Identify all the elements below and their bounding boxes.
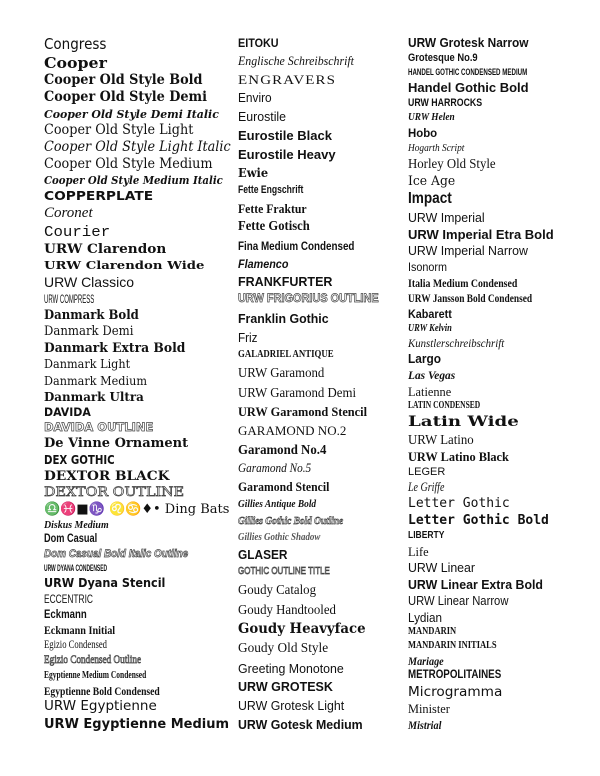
font-sample [238,294,408,306]
font-name-label: LEGER [408,465,446,478]
font-sample [238,533,408,544]
font-name-label: Las Vegas [408,368,456,383]
font-sample [44,404,234,419]
font-sample [44,670,234,681]
font-list-column-1 [44,37,234,731]
font-name-label: Fette Gotisch [238,219,310,235]
font-sample [44,640,234,652]
font-name-label: Latin Wide [408,414,519,431]
font-name-label: COPPERPLATE [44,187,154,203]
font-name-label: GARAMOND NO.2 [238,422,347,438]
font-name-label: Greeting Monotone [238,660,344,676]
font-sample [238,202,408,215]
font-name-label: Garamond No.5 [238,460,312,475]
font-name-label: URW Classico [44,274,134,291]
font-name-label: DEX GOTHIC [44,452,115,467]
font-sample [408,211,588,224]
font-name-label: Coronet [44,205,93,222]
font-sample [238,258,408,270]
font-sample [44,437,234,450]
font-sample [238,331,408,344]
font-sample [238,276,408,289]
font-sample [408,244,588,257]
font-sample [44,225,234,240]
font-sample [44,138,234,155]
font-name-label: DEXTOR OUTLINE [44,485,185,501]
font-sample [238,148,408,161]
font-sample [408,353,588,366]
font-name-label: URW Latino Black [408,448,509,464]
font-name-label: Eurostile Heavy [238,147,336,163]
font-name-label: Gillies Gothic Bold Outline [238,514,344,527]
font-name-label: Eurostile [238,109,287,125]
font-sample [238,424,408,437]
font-sample [408,261,588,273]
font-name-label: Letter Gothic [408,496,510,512]
font-name-label: Danmark Demi [44,324,134,340]
font-sample [238,462,408,475]
font-sample [238,92,408,105]
font-sample [408,450,588,463]
font-name-label: LIBERTY [408,529,445,541]
font-name-label: Garamond No.4 [238,441,327,457]
font-name-label: HANDEL GOTHIC CONDENSED MEDIUM [408,66,528,78]
font-name-label: URW Dyana Stencil [44,574,166,590]
font-sample [238,185,408,196]
font-name-label: Grotesque No.9 [408,52,478,65]
font-name-label: Egyptienne Medium Condensed [44,669,147,682]
font-sample [238,240,408,252]
font-name-label: DEXTOR BLACK [44,468,170,484]
font-sample [408,670,588,682]
font-name-label: Gillies Antique Bold [238,498,317,511]
font-name-label: Goudy Handtooled [238,601,336,617]
font-name-label: URW Grotesk Narrow [408,36,529,50]
font-name-label: Le Griffe [408,480,445,495]
font-name-label: URW Linear Extra Bold [408,576,543,592]
font-name-label: ECCENTRIC [44,591,94,606]
font-sample [238,549,408,562]
font-name-label: Goudy Catalog [238,582,317,598]
font-sample [44,158,234,172]
font-sample [44,503,234,516]
font-name-label: Kabarett [408,306,452,321]
font-name-label: URW Egyptienne [44,698,157,715]
font-name-label: URW Latino [408,431,474,447]
font-sample [238,167,408,179]
font-name-label: Fette Engschrift [238,183,304,196]
font-sample [44,275,234,289]
font-name-label: Italia Medium Condensed [408,275,518,290]
font-sample [408,308,588,320]
font-sample [408,595,588,608]
font-name-label: Fette Fraktur [238,200,307,216]
font-sample [408,324,588,334]
font-sample [238,386,408,400]
font-sample [408,545,588,558]
font-name-label: Eckmann [44,607,87,622]
font-name-label: Microgramma [408,684,503,700]
font-name-label: Fina Medium Condensed [238,239,355,254]
font-name-label: Egizio Condensed Outline [44,653,142,666]
font-sample [408,385,588,398]
font-sample [408,228,588,241]
font-name-label: URW Egyptienne Medium [44,716,230,732]
font-sample [238,662,408,675]
font-sample [238,583,408,597]
font-name-label: DAVIDA [44,404,91,419]
font-sample [44,372,234,388]
font-name-label: URW Imperial Etra Bold [408,226,554,242]
font-name-label: ENGRAVERS [238,72,337,88]
font-sample [238,129,408,142]
font-name-label: URW DYANA CONDENSED [44,563,108,573]
font-sample [44,624,234,636]
font-name-label: Kunstlerschreibschrift [408,336,505,351]
font-name-label: Eurostile Black [238,128,332,144]
font-name-label: GLASER [238,548,288,563]
font-sample [408,514,588,527]
font-sample [408,401,588,411]
font-name-label: Cooper Old Style Light Italic [44,138,231,155]
font-sample [44,564,234,573]
font-name-label: Garamond Stencil [238,479,330,495]
font-sample [44,358,234,371]
font-name-label: Englische Schreibschrift [238,53,354,68]
font-name-label: URW Helen [408,111,455,124]
font-sample [44,470,234,483]
font-sample [238,443,408,457]
font-name-label: Dom Casual Bold Italic Outline [44,548,189,561]
font-name-label: LATIN CONDENSED [408,400,481,412]
font-name-label: Cooper Old Style Demi Italic [44,106,219,121]
font-name-label: Franklin Gothic [238,310,329,326]
font-sample [408,655,588,667]
font-name-label: Impact [408,190,452,208]
font-sample [238,349,408,360]
font-name-label: Largo [408,351,441,366]
font-sample [408,702,588,715]
font-sample [408,627,588,637]
font-sample [408,578,588,591]
font-sample [44,718,234,731]
font-name-label: URW Gotesk Medium [238,716,363,732]
font-sample [44,106,234,121]
font-name-label: Minister [408,701,450,717]
font-name-label: URW FRIGORIUS OUTLINE [238,293,379,306]
font-name-label: URW HARROCKS [408,96,483,109]
font-sample [44,325,234,338]
font-sample [44,520,234,531]
font-sample [408,191,588,207]
font-name-label: Egizio Condensed [44,638,107,651]
font-name-label: Ice Age [408,173,456,189]
font-sample [44,293,234,305]
font-name-label: Congress [44,35,107,53]
font-name-label: Enviro [238,91,272,106]
font-sample [44,655,234,667]
font-sample [408,143,588,154]
font-sample [408,81,588,94]
font-name-label: Cooper Old Style Demi [44,89,207,106]
font-sample [44,534,234,546]
font-name-label: URW COMPRESS [44,291,95,306]
font-sample [408,127,588,139]
font-sample [408,415,588,429]
font-sample [408,68,588,78]
font-name-label: URW Jansson Bold Condensed [408,291,533,306]
font-name-label: URW Garamond [238,365,325,381]
font-name-label: EITOKU [238,36,279,50]
font-sample [44,74,234,88]
font-name-label: Dom Casual [44,533,98,546]
font-list-column-2 [238,37,408,731]
font-sample [408,719,588,731]
font-name-label: Letter Gothic Bold [408,513,549,529]
font-sample [44,91,234,105]
font-name-label: URW Grotesk Light [238,697,345,713]
font-sample [408,686,588,699]
font-name-label: MANDARIN [408,626,457,638]
font-sample [408,53,588,64]
font-sample [238,37,408,49]
font-name-label: ♎♓■♑ ♌♋♦• Ding Bats [44,501,230,517]
font-sample [238,718,408,731]
font-sample [408,467,588,478]
font-name-label: Horley Old Style [408,156,496,172]
font-sample [44,454,234,466]
font-sample [238,220,408,234]
font-name-label: Flamenco [238,257,289,272]
font-sample [408,37,588,50]
font-name-label: Goudy Old Style [238,640,329,656]
font-sample [44,608,234,620]
font-name-label: URW Imperial Narrow [408,243,528,259]
font-sample [44,388,234,404]
font-sample [408,175,588,188]
font-name-label: GALADRIEL ANTIQUE [238,348,334,361]
font-name-label: URW GROTESK [238,679,333,694]
font-sample [44,206,234,221]
font-name-label: URW Linear [408,560,476,576]
font-sample [408,292,588,304]
font-sample [44,574,234,590]
font-sample [408,433,588,447]
font-sample [408,112,588,123]
font-name-label: Goudy Heavyface [238,621,366,637]
font-name-label: Cooper Old Style Bold [44,72,203,89]
font-sample [238,73,408,86]
font-sample [408,277,588,289]
font-list-column-3 [408,37,588,731]
font-sample [408,611,588,624]
font-name-label: URW Clarendon [44,242,167,258]
font-name-label: De Vinne Ornament [44,436,189,452]
font-name-label: Isonorm [408,259,448,274]
font-sample [408,561,588,574]
font-name-label: Latienne [408,383,452,399]
font-name-label: URW Garamond Stencil [238,403,368,419]
font-name-label: Danmark Extra Bold [44,340,186,356]
font-name-label: Cooper Old Style Medium Italic [44,174,223,188]
font-sample [44,422,234,434]
font-name-label: Danmark Light [44,356,131,372]
font-name-label: METROPOLITAINES [408,669,502,682]
font-name-label: Danmark Ultra [44,388,144,404]
font-name-label: Danmark Bold [44,307,139,323]
font-sample [238,567,408,577]
font-sample [44,342,234,355]
font-sample [44,549,234,560]
font-name-label: Eckmann Initial [44,623,116,638]
font-name-label: Courier [44,223,111,241]
font-name-label: Ewie [238,165,269,180]
font-name-label: Life [408,543,429,559]
font-sample [238,681,408,694]
font-sample [238,405,408,418]
font-sample [408,369,588,381]
font-sample [44,37,234,52]
font-name-label: GOTHIC OUTLINE TITLE [238,566,330,578]
font-sample [44,175,234,186]
font-name-label: URW Linear Narrow [408,593,509,608]
font-name-label: Mariage [408,653,444,668]
font-name-label: Cooper Old Style Medium [44,156,213,173]
font-sample [238,516,408,527]
font-sample [408,481,588,494]
font-sample [238,366,408,380]
font-sample [408,157,588,171]
font-sample [238,603,408,617]
font-name-label: Hobo [408,126,438,141]
font-sample [238,499,408,510]
font-name-label: URW Imperial [408,209,485,225]
font-name-label: URW Garamond Demi [238,384,357,400]
font-sample [44,486,234,499]
font-sample [238,699,408,712]
font-sample [408,98,588,109]
font-name-label: Cooper Old Style Light [44,121,194,138]
font-sample [238,622,408,636]
font-name-label: Handel Gothic Bold [408,80,529,96]
font-name-label: Friz [238,329,258,345]
font-name-label: Lydian [408,609,443,625]
font-sample [44,260,234,272]
font-sample [408,337,588,349]
font-name-label: Egyptienne Bold Condensed [44,683,160,698]
font-name-label: MANDARIN INITIALS [408,640,497,652]
font-sample [408,531,588,541]
font-sample [44,309,234,322]
font-name-label: Hogarth Script [408,141,465,154]
font-name-label: Diskus Medium [44,518,109,531]
font-sample [44,53,234,72]
font-sample [238,312,408,325]
font-sample [408,641,588,651]
font-name-label: URW Clarendon Wide [44,258,205,273]
font-sample [44,243,234,256]
font-name-label: URW Kelvin [408,322,452,334]
font-sample [238,110,408,123]
font-sample [238,55,408,68]
font-name-label: FRANKFURTER [238,274,333,289]
font-sample [238,480,408,493]
font-sample [44,121,234,138]
font-sample [44,593,234,605]
font-sample [44,700,234,714]
font-name-label: Danmark Medium [44,372,148,388]
font-name-label: Cooper [44,53,107,72]
font-sample [408,497,588,510]
font-sample [238,642,408,656]
font-name-label: DAVIDA OUTLINE [44,420,154,435]
font-name-label: Gillies Gothic Shadow [238,531,321,543]
font-sample [44,187,234,203]
font-sample [44,685,234,697]
font-name-label: Mistrial [408,717,442,732]
